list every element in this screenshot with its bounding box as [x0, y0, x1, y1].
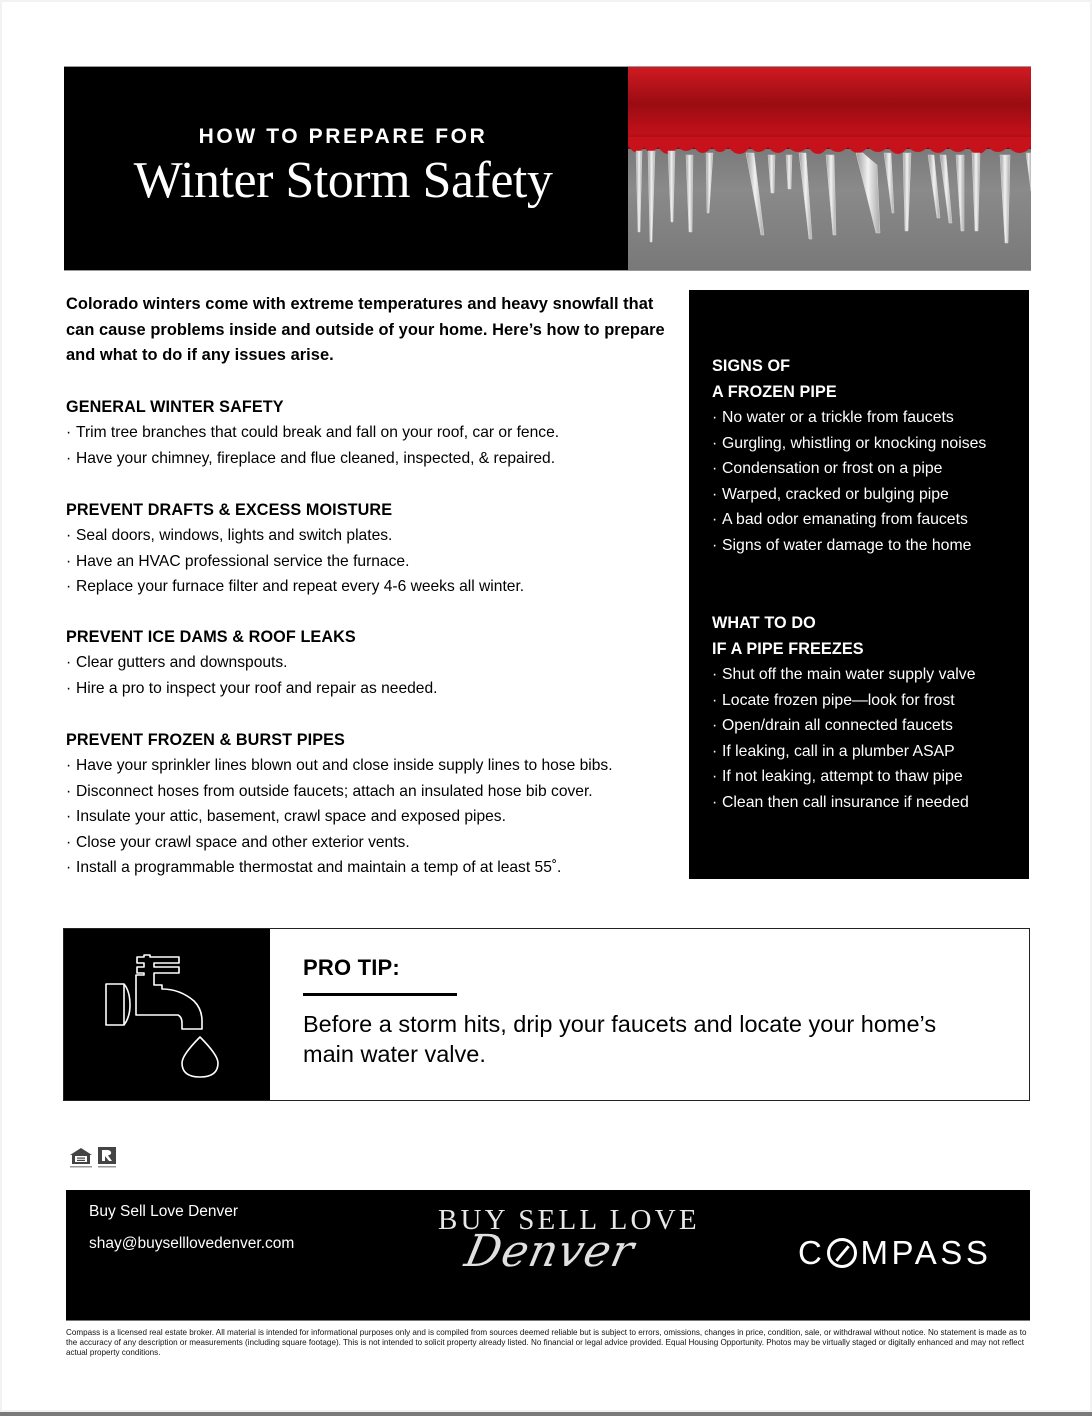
list-item: · Close your crawl space and other exterior vents. — [66, 833, 410, 851]
section-heading: GENERAL WINTER SAFETY — [66, 398, 284, 416]
pro-tip-divider — [303, 993, 457, 996]
list-item: · Have an HVAC professional service the furnace. — [66, 552, 410, 570]
legal-disclaimer: Compass is a licensed real estate broker. All material is intended for informational purposes only and is compiled from sources deemed reliable but is subject to errors, omissions, changes in price, condition, sale, or withdrawal without notice. No statement is made as to the accuracy of any description or measurements (including square footage). This is not intended to solicit property already listed. No financial or legal advice provided. Equal Housing Opportunity. Photos may be virtually staged or digitally enhanced and may not reflect actual property conditions. — [66, 1328, 1027, 1357]
hero-photo-icicles — [628, 67, 1031, 270]
panel-heading: WHAT TO DO — [712, 614, 816, 632]
pro-tip-text: Before a storm hits, drip your faucets and locate your home’s main water valve. — [303, 1011, 937, 1067]
compass-logo: C MPASS — [798, 1234, 992, 1271]
list-item: · Signs of water damage to the home — [712, 536, 972, 554]
list-item: · Have your sprinkler lines blown out and close inside supply lines to hose bibs. — [66, 757, 613, 774]
list-item: · Have your chimney, fireplace and flue cleaned, inspected, & repaired. — [66, 449, 556, 467]
section-heading: PREVENT DRAFTS & EXCESS MOISTURE — [66, 501, 393, 519]
flyer-page — [2, 2, 1090, 1410]
page-title: Winter Storm Safety — [133, 151, 553, 209]
compliance-logos — [69, 1147, 117, 1169]
signs-of-frozen-pipe — [712, 353, 986, 559]
agent-email-link[interactable]: shay@buyselllovedenver.com — [89, 1235, 295, 1252]
list-item: · Replace your furnace filter and repeat every 4-6 weeks all winter. — [66, 578, 525, 596]
footer-bar — [66, 1190, 1030, 1321]
list-item: · Shut off the main water supply valve — [712, 666, 976, 683]
section-prevent-ice-dams — [66, 625, 686, 701]
list-item: · Condensation or frost on a pipe — [712, 460, 943, 478]
hero-title-block — [64, 67, 628, 270]
compass-o-icon — [827, 1238, 857, 1268]
list-item: · Insulate your attic, basement, crawl space and exposed pipes. — [66, 808, 506, 826]
pro-tip-content — [270, 929, 1029, 1100]
list-item: · Open/drain all connected faucets — [712, 717, 953, 735]
list-item: · Clean then call insurance if needed — [712, 793, 969, 811]
equal-housing-icon — [69, 1147, 93, 1169]
realtor-icon — [97, 1147, 117, 1169]
list-item: · A bad odor emanating from faucets — [712, 511, 968, 529]
list-item: · Warped, cracked or bulging pipe — [712, 485, 949, 503]
list-item: · Install a programmable thermostat and maintain a temp of at least 55˚. — [66, 859, 562, 877]
intro-paragraph: Colorado winters come with extreme temperatures and heavy snowfall that can cause problems inside and outside of your home. Here’s how to prepare and what to do if any issues arise. — [66, 295, 665, 364]
hero-banner — [64, 66, 1031, 271]
list-item: · Trim tree branches that could break and fall on your roof, car or fence. — [66, 424, 560, 441]
list-item: · No water or a trickle from faucets — [712, 409, 954, 426]
panel-heading: IF A PIPE FREEZES — [712, 640, 864, 658]
list-item: · Seal doors, windows, lights and switch plates. — [66, 527, 393, 544]
brand-logo-text: BUY SELL LOVE — [438, 1204, 700, 1236]
icicle-pipe-illustration — [628, 67, 1031, 270]
hero-kicker: HOW TO PREPARE FOR — [198, 124, 488, 148]
section-heading: PREVENT ICE DAMS & ROOF LEAKS — [66, 628, 356, 646]
frozen-pipe-panel — [689, 290, 1029, 879]
agent-name: Buy Sell Love Denver — [89, 1203, 239, 1220]
pro-tip-title: PRO TIP: — [303, 955, 400, 980]
pro-tip-icon-box — [64, 929, 270, 1100]
section-heading: PREVENT FROZEN & BURST PIPES — [66, 731, 345, 749]
panel-heading: SIGNS OF — [712, 357, 791, 375]
list-item: · Clear gutters and downspouts. — [66, 654, 288, 671]
what-to-do-if-pipe-freezes — [712, 610, 975, 816]
list-item: · If not leaking, attempt to thaw pipe — [712, 768, 963, 786]
pro-tip-box — [63, 928, 1030, 1101]
section-prevent-drafts — [66, 498, 686, 600]
list-item: · Gurgling, whistling or knocking noises — [712, 434, 987, 452]
list-item: · Locate frozen pipe—look for frost — [712, 691, 955, 709]
section-general-winter-safety — [66, 395, 686, 471]
panel-heading: A FROZEN PIPE — [712, 383, 837, 401]
window-bottom-edge — [0, 1412, 1092, 1416]
list-item: · Hire a pro to inspect your roof and repair as needed. — [66, 679, 438, 697]
brand-logo-script: Denver — [460, 1226, 640, 1277]
faucet-drip-icon — [100, 951, 220, 1079]
list-item: · Disconnect hoses from outside faucets; attach an insulated hose bib cover. — [66, 782, 593, 800]
list-item: · If leaking, call in a plumber ASAP — [712, 742, 955, 760]
section-prevent-frozen-pipes — [66, 728, 686, 881]
